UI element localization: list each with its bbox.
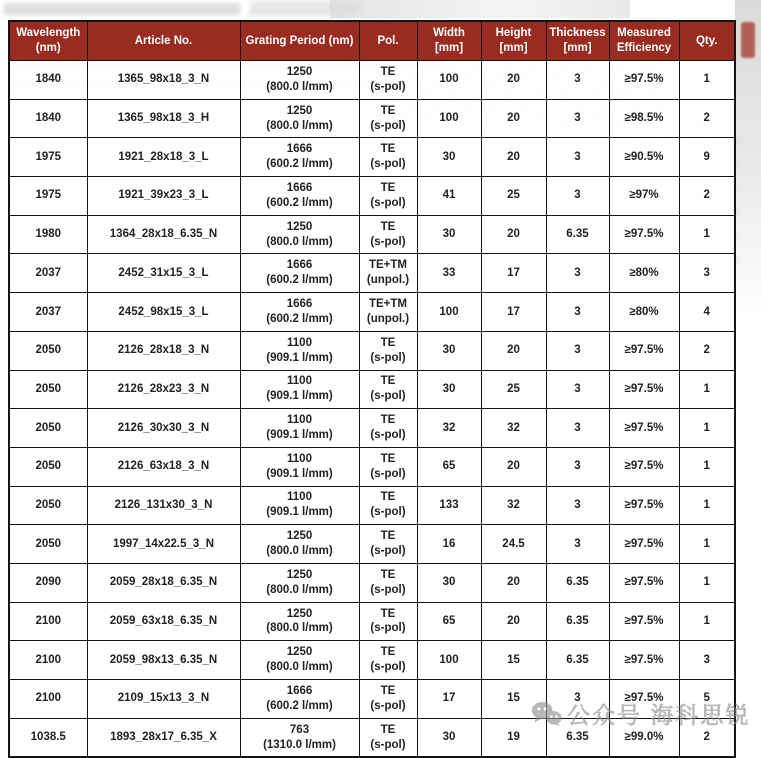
thickness-cell: 6.35	[546, 563, 609, 602]
efficiency-cell: ≥97.5%	[609, 215, 679, 254]
background-red-shape	[741, 22, 755, 58]
pol-cell: TE (s-pol)	[359, 486, 417, 525]
thickness-cell: 3	[546, 254, 609, 293]
pol-cell: TE (s-pol)	[359, 215, 417, 254]
efficiency-cell: ≥97.5%	[609, 525, 679, 564]
table-row	[9, 486, 735, 525]
thickness-cell: 6.35	[546, 718, 609, 757]
grating-cell: 1250 (800.0 l/mm)	[240, 61, 359, 100]
table-row	[9, 525, 735, 564]
efficiency-cell: ≥97.5%	[609, 563, 679, 602]
height-cell: 17	[481, 293, 546, 332]
column-header-wavelength: Wavelength (nm)	[9, 21, 87, 61]
article-cell: 2059_98x13_6.35_N	[87, 641, 240, 680]
thickness-cell: 3	[546, 486, 609, 525]
article-cell: 2126_28x23_3_N	[87, 370, 240, 409]
wavelength-cell: 2050	[9, 409, 87, 448]
column-header-grating: Grating Period (nm)	[240, 21, 359, 61]
thickness-cell: 3	[546, 409, 609, 448]
height-cell: 32	[481, 409, 546, 448]
qty-cell: 3	[679, 254, 735, 293]
height-cell: 20	[481, 602, 546, 641]
qty-cell: 5	[679, 680, 735, 719]
width-cell: 33	[417, 254, 481, 293]
article-cell: 1365_98x18_3_H	[87, 99, 240, 138]
table-row	[9, 254, 735, 293]
table-row	[9, 331, 735, 370]
grating-cell: 1250 (800.0 l/mm)	[240, 99, 359, 138]
thickness-cell: 3	[546, 370, 609, 409]
width-cell: 100	[417, 99, 481, 138]
article-cell: 2452_98x15_3_L	[87, 293, 240, 332]
qty-cell: 1	[679, 525, 735, 564]
wavelength-cell: 1038.5	[9, 718, 87, 757]
pol-cell: TE (s-pol)	[359, 99, 417, 138]
grating-cell: 1666 (600.2 l/mm)	[240, 138, 359, 177]
article-cell: 1921_28x18_3_L	[87, 138, 240, 177]
height-cell: 20	[481, 138, 546, 177]
wavelength-cell: 1840	[9, 61, 87, 100]
column-header-height: Height [mm]	[481, 21, 546, 61]
table-row	[9, 370, 735, 409]
grating-cell: 1100 (909.1 l/mm)	[240, 486, 359, 525]
pol-cell: TE (s-pol)	[359, 409, 417, 448]
width-cell: 32	[417, 409, 481, 448]
watermark-text: 公众号 海科思锐	[567, 702, 751, 728]
efficiency-cell: ≥97.5%	[609, 409, 679, 448]
pol-cell: TE (s-pol)	[359, 602, 417, 641]
efficiency-cell: ≥90.5%	[609, 138, 679, 177]
pol-cell: TE (s-pol)	[359, 525, 417, 564]
qty-cell: 1	[679, 215, 735, 254]
width-cell: 133	[417, 486, 481, 525]
grating-cell: 1666 (600.2 l/mm)	[240, 254, 359, 293]
thickness-cell: 6.35	[546, 215, 609, 254]
qty-cell: 2	[679, 99, 735, 138]
width-cell: 100	[417, 641, 481, 680]
grating-cell: 1250 (800.0 l/mm)	[240, 215, 359, 254]
wavelength-cell: 2050	[9, 447, 87, 486]
pol-cell: TE (s-pol)	[359, 61, 417, 100]
table-body	[9, 61, 735, 758]
qty-cell: 3	[679, 641, 735, 680]
qty-cell: 1	[679, 370, 735, 409]
wavelength-cell: 2050	[9, 370, 87, 409]
table-row	[9, 177, 735, 216]
article-cell: 1921_39x23_3_L	[87, 177, 240, 216]
wavelength-cell: 1980	[9, 215, 87, 254]
table-row	[9, 563, 735, 602]
thickness-cell: 3	[546, 177, 609, 216]
efficiency-cell: ≥97.5%	[609, 370, 679, 409]
grating-cell: 1100 (909.1 l/mm)	[240, 447, 359, 486]
article-cell: 2109_15x13_3_N	[87, 680, 240, 719]
table-row	[9, 447, 735, 486]
wavelength-cell: 2090	[9, 563, 87, 602]
efficiency-cell: ≥97.5%	[609, 641, 679, 680]
pol-cell: TE (s-pol)	[359, 563, 417, 602]
qty-cell: 1	[679, 602, 735, 641]
column-header-article: Article No.	[87, 21, 240, 61]
grating-cell: 1250 (800.0 l/mm)	[240, 563, 359, 602]
header-row	[9, 21, 735, 61]
wavelength-cell: 2100	[9, 680, 87, 719]
width-cell: 16	[417, 525, 481, 564]
thickness-cell: 3	[546, 680, 609, 719]
wavelength-cell: 1975	[9, 177, 87, 216]
table-row	[9, 409, 735, 448]
column-header-pol: Pol.	[359, 21, 417, 61]
pol-cell: TE (s-pol)	[359, 370, 417, 409]
height-cell: 20	[481, 447, 546, 486]
width-cell: 17	[417, 680, 481, 719]
pol-cell: TE (s-pol)	[359, 331, 417, 370]
grating-cell: 1100 (909.1 l/mm)	[240, 370, 359, 409]
grating-cell: 1666 (600.2 l/mm)	[240, 680, 359, 719]
thickness-cell: 3	[546, 61, 609, 100]
article-cell: 2126_131x30_3_N	[87, 486, 240, 525]
grating-cell: 1100 (909.1 l/mm)	[240, 409, 359, 448]
width-cell: 30	[417, 138, 481, 177]
grating-cell: 1666 (600.2 l/mm)	[240, 293, 359, 332]
efficiency-cell: ≥98.5%	[609, 99, 679, 138]
height-cell: 20	[481, 331, 546, 370]
height-cell: 19	[481, 718, 546, 757]
width-cell: 30	[417, 370, 481, 409]
grating-cell: 1666 (600.2 l/mm)	[240, 177, 359, 216]
height-cell: 32	[481, 486, 546, 525]
qty-cell: 1	[679, 447, 735, 486]
table-row	[9, 641, 735, 680]
wavelength-cell: 2050	[9, 525, 87, 564]
column-header-efficiency: Measured Efficiency	[609, 21, 679, 61]
efficiency-cell: ≥80%	[609, 254, 679, 293]
thickness-cell: 3	[546, 293, 609, 332]
article-cell: 2059_28x18_6.35_N	[87, 563, 240, 602]
width-cell: 100	[417, 293, 481, 332]
efficiency-cell: ≥97.5%	[609, 61, 679, 100]
qty-cell: 4	[679, 293, 735, 332]
height-cell: 24.5	[481, 525, 546, 564]
thickness-cell: 3	[546, 99, 609, 138]
wavelength-cell: 2050	[9, 486, 87, 525]
height-cell: 15	[481, 641, 546, 680]
width-cell: 30	[417, 331, 481, 370]
table-row	[9, 138, 735, 177]
efficiency-cell: ≥97.5%	[609, 331, 679, 370]
grating-cell: 763 (1310.0 l/mm)	[240, 718, 359, 757]
height-cell: 25	[481, 370, 546, 409]
height-cell: 20	[481, 215, 546, 254]
efficiency-cell: ≥97.5%	[609, 680, 679, 719]
qty-cell: 1	[679, 486, 735, 525]
article-cell: 2059_63x18_6.35_N	[87, 602, 240, 641]
pol-cell: TE (s-pol)	[359, 177, 417, 216]
width-cell: 41	[417, 177, 481, 216]
pol-cell: TE (s-pol)	[359, 641, 417, 680]
article-cell: 1997_14x22.5_3_N	[87, 525, 240, 564]
table-row	[9, 602, 735, 641]
column-header-thickness: Thickness [mm]	[546, 21, 609, 61]
efficiency-cell: ≥80%	[609, 293, 679, 332]
grating-cell: 1250 (800.0 l/mm)	[240, 525, 359, 564]
article-cell: 1893_28x17_6.35_X	[87, 718, 240, 757]
efficiency-cell: ≥97%	[609, 177, 679, 216]
qty-cell: 1	[679, 563, 735, 602]
qty-cell: 1	[679, 409, 735, 448]
grating-cell: 1250 (800.0 l/mm)	[240, 602, 359, 641]
height-cell: 15	[481, 680, 546, 719]
qty-cell: 2	[679, 177, 735, 216]
wavelength-cell: 2037	[9, 254, 87, 293]
wavelength-cell: 1975	[9, 138, 87, 177]
background-blurred-text-bar	[248, 1, 361, 16]
table-row	[9, 293, 735, 332]
qty-cell: 2	[679, 718, 735, 757]
width-cell: 100	[417, 61, 481, 100]
article-cell: 2126_28x18_3_N	[87, 331, 240, 370]
pol-cell: TE (s-pol)	[359, 138, 417, 177]
pol-cell: TE+TM (unpol.)	[359, 254, 417, 293]
table-row	[9, 61, 735, 100]
efficiency-cell: ≥97.5%	[609, 602, 679, 641]
pol-cell: TE (s-pol)	[359, 447, 417, 486]
wavelength-cell: 2037	[9, 293, 87, 332]
height-cell: 20	[481, 61, 546, 100]
background-blurred-text-bar	[4, 3, 240, 15]
article-cell: 2126_30x30_3_N	[87, 409, 240, 448]
width-cell: 65	[417, 447, 481, 486]
table-row	[9, 215, 735, 254]
article-cell: 2452_31x15_3_L	[87, 254, 240, 293]
width-cell: 30	[417, 215, 481, 254]
thickness-cell: 6.35	[546, 602, 609, 641]
grating-spec-table	[8, 20, 736, 758]
height-cell: 20	[481, 99, 546, 138]
pol-cell: TE (s-pol)	[359, 718, 417, 757]
height-cell: 17	[481, 254, 546, 293]
thickness-cell: 3	[546, 331, 609, 370]
width-cell: 30	[417, 563, 481, 602]
wavelength-cell: 1840	[9, 99, 87, 138]
column-header-width: Width [mm]	[417, 21, 481, 61]
qty-cell: 9	[679, 138, 735, 177]
efficiency-cell: ≥97.5%	[609, 447, 679, 486]
qty-cell: 2	[679, 331, 735, 370]
thickness-cell: 3	[546, 525, 609, 564]
pol-cell: TE (s-pol)	[359, 680, 417, 719]
thickness-cell: 3	[546, 138, 609, 177]
qty-cell: 1	[679, 61, 735, 100]
article-cell: 1365_98x18_3_N	[87, 61, 240, 100]
wechat-icon	[531, 701, 562, 727]
width-cell: 65	[417, 602, 481, 641]
background-photo-fragment	[330, 0, 630, 18]
width-cell: 30	[417, 718, 481, 757]
background-photo-strip	[735, 0, 761, 320]
pol-cell: TE+TM (unpol.)	[359, 293, 417, 332]
watermark	[531, 697, 750, 730]
efficiency-cell: ≥99.0%	[609, 718, 679, 757]
grating-cell: 1250 (800.0 l/mm)	[240, 641, 359, 680]
efficiency-cell: ≥97.5%	[609, 486, 679, 525]
thickness-cell: 3	[546, 447, 609, 486]
column-header-qty: Qty.	[679, 21, 735, 61]
table-row	[9, 99, 735, 138]
grating-cell: 1100 (909.1 l/mm)	[240, 331, 359, 370]
height-cell: 20	[481, 563, 546, 602]
article-cell: 2126_63x18_3_N	[87, 447, 240, 486]
thickness-cell: 6.35	[546, 641, 609, 680]
wavelength-cell: 2100	[9, 602, 87, 641]
wavelength-cell: 2100	[9, 641, 87, 680]
wavelength-cell: 2050	[9, 331, 87, 370]
article-cell: 1364_28x18_6.35_N	[87, 215, 240, 254]
height-cell: 25	[481, 177, 546, 216]
